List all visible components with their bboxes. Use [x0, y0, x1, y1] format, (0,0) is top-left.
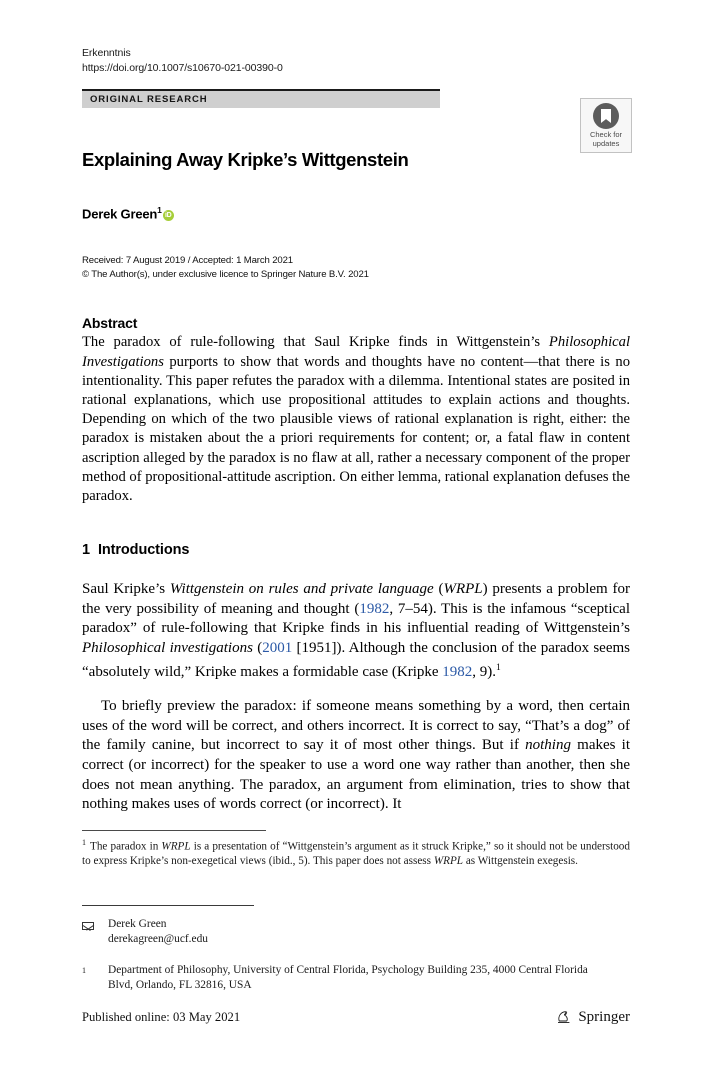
citation-link[interactable]: 2001 — [262, 639, 293, 656]
crossmark-label-line1: Check for — [589, 130, 623, 139]
affiliation-text: Department of Philosophy, University of Central Florida, Psychology Building 235, 4000 Central Florida Blvd, Orlando, FL 32816, USA — [108, 963, 588, 991]
section-heading-introductions — [82, 542, 630, 558]
journal-name: Erkenntnis — [82, 47, 131, 59]
springer-logo — [556, 1009, 630, 1026]
body-paragraph-2: To briefly preview the paradox: if someone means something by a word, then certain uses of the word will be correct, and others incorrect. It is correct to say, “That’s a dog” of the family canine, but incorrect to say it of most other things. But if nothing makes it correct (or incorrect) for the speaker to use a word one way rather than another, then she does not mean anything. The paradox, an argument from elimination, tries to show that nothing makes uses of words correct (or incorrect). It — [82, 698, 630, 813]
envelope-icon — [82, 917, 108, 932]
springer-knight-icon — [556, 1009, 573, 1026]
author-affiliation-marker: 1 — [157, 205, 162, 215]
italic-run: WRPL — [443, 581, 483, 598]
italic-run: WRPL — [161, 840, 191, 853]
contact-email[interactable]: derekagreen@ucf.edu — [108, 932, 208, 945]
body-paragraph-1: Saul Kripke’s Wittgenstein on rules and private language (WRPL) presents a problem for the very possibility of meaning and thought (1982, 7–54). This is the infamous “sceptical paradox” of rule-following that Kripke finds in his influential reading of Wittgenstein’s Philosophical investigations (2001 [1951]). Although the conclusion of the paradox seems “absolutely wild,” Kripke makes a formidable case (Kripke 1982, 9).$^1$ — [82, 581, 630, 680]
italic-run: Philosophical investigations — [82, 639, 253, 656]
page-content — [82, 0, 630, 993]
italic-run: Philosophical Investigations — [82, 334, 630, 370]
masthead — [82, 0, 630, 75]
italic-run: WRPL — [433, 855, 464, 868]
correspondence-block — [82, 917, 630, 993]
footnote-separator — [82, 830, 266, 831]
italic-run: nothing — [525, 737, 571, 754]
author-name[interactable]: Derek Green — [82, 206, 158, 222]
footnote-marker: 1 — [82, 837, 86, 847]
footnote-text: The paradox in WRPL is a presentation of “Wittgenstein’s argument as it struck Kripke,” so it should not be understood to express Kripke’s non-exegetical views (ibid., 5). This paper does not assess WRPL as Wittgenstein exegesis. — [82, 840, 630, 868]
doi-link[interactable]: https://doi.org/10.1007/s10670-021-00390-0 — [82, 61, 283, 74]
orcid-icon[interactable]: iD — [163, 210, 174, 221]
section-number: 1 — [82, 542, 90, 559]
publisher-name: Springer — [578, 1009, 630, 1025]
page-footer — [82, 1009, 630, 1026]
contact-row — [82, 917, 630, 947]
publication-dates — [82, 254, 630, 282]
copyright-line: © The Author(s), under exclusive licence to Springer Nature B.V. 2021 — [82, 269, 369, 281]
citation-link[interactable]: 1982 — [442, 663, 473, 680]
article-type-band — [82, 89, 440, 108]
published-online: Published online: 03 May 2021 — [82, 1010, 241, 1024]
section-title: Introductions — [97, 542, 190, 559]
footnote-1 — [82, 836, 630, 869]
page-title: Explaining Away Kripke’s Wittgenstein — [82, 149, 409, 170]
contact-name: Derek Green — [108, 917, 167, 930]
crossmark-label-line2: updates — [592, 139, 620, 148]
received-accepted: Received: 7 August 2019 / Accepted: 1 March 2021 — [82, 255, 293, 267]
correspondence-separator — [82, 905, 254, 906]
citation-link[interactable]: 1982 — [359, 600, 390, 617]
italic-run: Wittgenstein on rules and private language — [169, 581, 434, 598]
affiliation-row — [82, 963, 630, 993]
affiliation-marker: 1 — [82, 965, 86, 975]
abstract-heading: Abstract — [82, 315, 138, 332]
abstract-body: The paradox of rule-following that Saul Kripke finds in Wittgenstein’s Philosophical Investigations purports to show that words and thoughts have no content—that there is no intentionality. This paper refutes the paradox with a dilemma. Intentional states are posited in rational explanations, which use propositional attitudes to explain actions and thoughts. Depending on which of the two plausible views of rational explanation is right, either: the paradox is mistaken about the a priori requirements for content; or, a fatal flaw in content ascription alleged by the paradox is no flaw at all, rather a necessary component of the proper method of propositional-attitude ascription. On either lemma, rational explanation defuses the paradox. — [82, 334, 630, 504]
author-line — [82, 205, 630, 221]
article-type-label: ORIGINAL RESEARCH — [82, 91, 440, 108]
footnote-reference[interactable]: 1 — [496, 662, 501, 673]
